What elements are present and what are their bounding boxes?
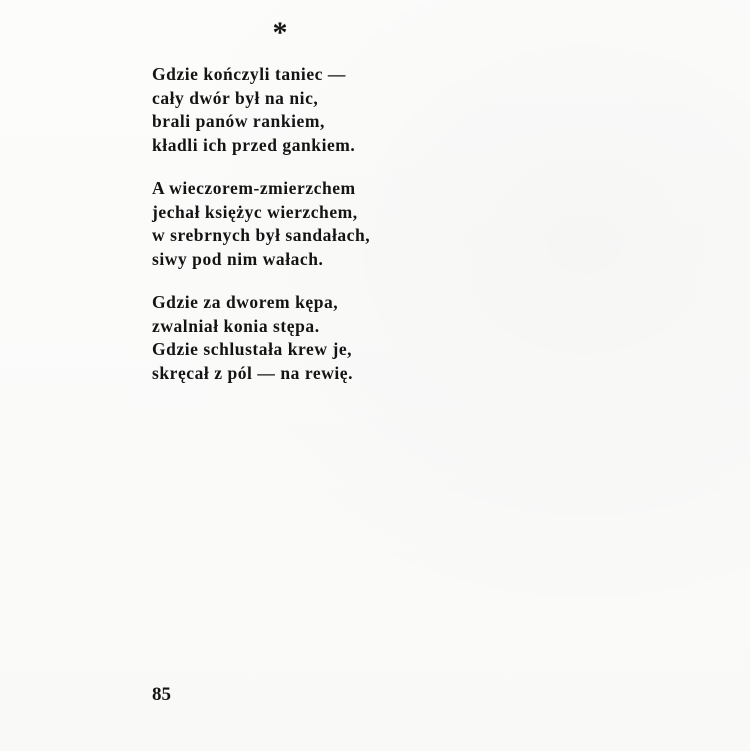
poem-line: Gdzie za dworem kępa, [152,292,339,312]
poem-line: kładli ich przed gankiem. [152,134,356,155]
poem-line: siwy pod nim wałach. [152,248,324,269]
poem-line: Gdzie schlustała krew je, [152,339,353,359]
stanza-3 [152,291,370,385]
poem-line: w srebrnych był sandałach, [152,225,371,245]
poem-line: Gdzie kończyli taniec — [152,64,346,84]
poem-line: brali panów rankiem, [152,111,325,131]
stanza-1 [152,63,370,157]
poem-line: jechał księżyc wierzchem, [152,201,358,222]
page-number: 85 [152,684,171,705]
poem [152,63,370,405]
stanza-2 [152,177,370,271]
poem-line: cały dwór był na nic, [152,87,319,108]
asterisk-ornament: * [272,16,288,49]
poem-line: A wieczorem-zmierzchem [152,178,356,198]
poem-line: skręcał z pól — na rewię. [152,362,354,383]
poem-line: zwalniał konia stępa. [152,315,320,336]
